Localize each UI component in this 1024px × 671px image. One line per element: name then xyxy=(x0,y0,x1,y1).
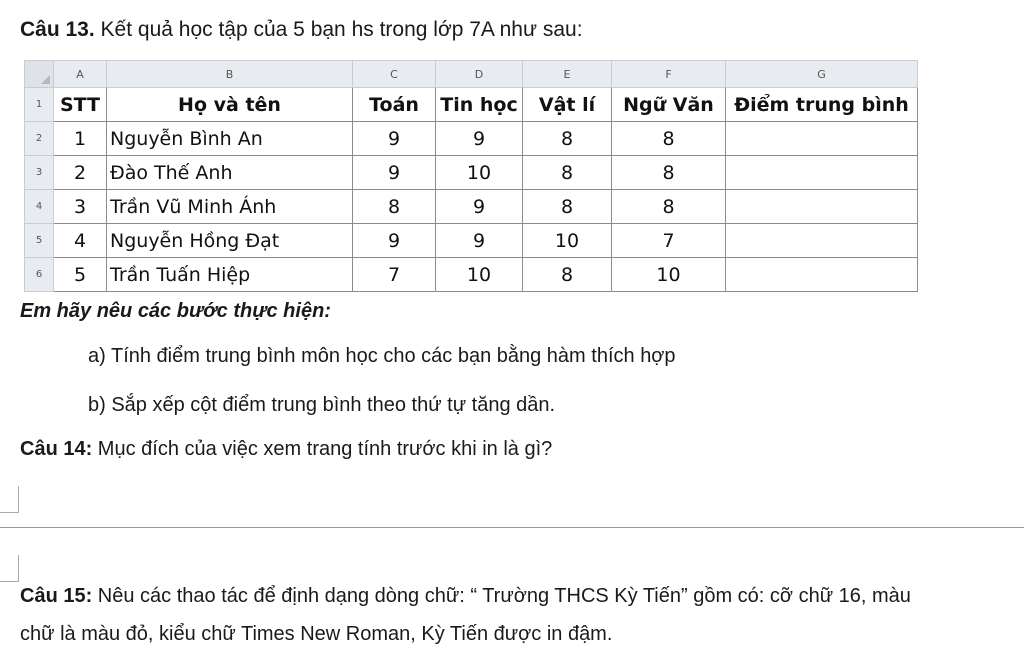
cell-stt[interactable]: 3 xyxy=(54,190,107,224)
cell-literature[interactable]: 7 xyxy=(612,224,726,258)
page-corner-mark xyxy=(0,486,19,513)
row-number[interactable]: 6 xyxy=(25,258,54,292)
cell-average[interactable] xyxy=(726,258,918,292)
table-header-row xyxy=(25,88,918,122)
cell-name[interactable]: Nguyễn Bình An xyxy=(107,122,353,156)
cell-physics[interactable]: 10 xyxy=(523,224,612,258)
header-math[interactable]: Toán xyxy=(353,88,436,122)
header-physics[interactable]: Vật lí xyxy=(523,88,612,122)
question-15 xyxy=(20,585,911,608)
question-15-text: Nêu các thao tác để định dạng dòng chữ: “ Trường THCS Kỳ Tiến” gồm có: cỡ chữ 16, màu xyxy=(92,585,911,607)
question-15-continued: chữ là màu đỏ, kiểu chữ Times New Roman, Kỳ Tiến được in đậm. xyxy=(20,623,613,645)
spreadsheet-table xyxy=(24,60,918,292)
cell-stt[interactable]: 4 xyxy=(54,224,107,258)
column-header-f[interactable]: F xyxy=(612,61,726,88)
page-corner-mark xyxy=(0,555,19,582)
column-header-a[interactable]: A xyxy=(54,61,107,88)
cell-literature[interactable]: 10 xyxy=(612,258,726,292)
cell-name[interactable]: Trần Tuấn Hiệp xyxy=(107,258,353,292)
column-header-b[interactable]: B xyxy=(107,61,353,88)
step-b: b) Sắp xếp cột điểm trung bình theo thứ tự tăng dần. xyxy=(88,394,556,416)
row-number[interactable]: 3 xyxy=(25,156,54,190)
cell-informatics[interactable]: 9 xyxy=(436,190,523,224)
column-header-e[interactable]: E xyxy=(523,61,612,88)
table-row xyxy=(25,224,918,258)
header-stt[interactable]: STT xyxy=(54,88,107,122)
table-row xyxy=(25,156,918,190)
row-number[interactable]: 5 xyxy=(25,224,54,258)
question-14 xyxy=(20,438,552,461)
table-row xyxy=(25,258,918,292)
cell-physics[interactable]: 8 xyxy=(523,156,612,190)
cell-literature[interactable]: 8 xyxy=(612,122,726,156)
cell-average[interactable] xyxy=(726,156,918,190)
cell-math[interactable]: 7 xyxy=(353,258,436,292)
table-row xyxy=(25,190,918,224)
row-number[interactable]: 2 xyxy=(25,122,54,156)
header-name[interactable]: Họ và tên xyxy=(107,88,353,122)
cell-stt[interactable]: 2 xyxy=(54,156,107,190)
cell-physics[interactable]: 8 xyxy=(523,258,612,292)
select-all-icon xyxy=(41,75,50,84)
column-header-row xyxy=(25,61,918,88)
header-informatics[interactable]: Tin học xyxy=(436,88,523,122)
question-13-label: Câu 13. xyxy=(20,18,95,41)
column-header-d[interactable]: D xyxy=(436,61,523,88)
question-15-label: Câu 15: xyxy=(20,585,93,607)
page-separator xyxy=(0,527,1024,528)
question-13 xyxy=(20,18,583,42)
cell-stt[interactable]: 5 xyxy=(54,258,107,292)
cell-informatics[interactable]: 10 xyxy=(436,156,523,190)
table-row xyxy=(25,122,918,156)
cell-informatics[interactable]: 9 xyxy=(436,122,523,156)
question-14-text: Mục đích của việc xem trang tính trước khi in là gì? xyxy=(92,438,553,460)
cell-informatics[interactable]: 10 xyxy=(436,258,523,292)
cell-literature[interactable]: 8 xyxy=(612,156,726,190)
column-header-c[interactable]: C xyxy=(353,61,436,88)
cell-name[interactable]: Nguyễn Hồng Đạt xyxy=(107,224,353,258)
step-a: a) Tính điểm trung bình môn học cho các bạn bằng hàm thích hợp xyxy=(88,345,676,367)
question-13-text: Kết quả học tập của 5 bạn hs trong lớp 7A như sau: xyxy=(94,18,583,41)
cell-name[interactable]: Trần Vũ Minh Ánh xyxy=(107,190,353,224)
cell-name[interactable]: Đào Thế Anh xyxy=(107,156,353,190)
row-number[interactable]: 4 xyxy=(25,190,54,224)
cell-informatics[interactable]: 9 xyxy=(436,224,523,258)
header-average[interactable]: Điểm trung bình xyxy=(726,88,918,122)
select-all-corner[interactable] xyxy=(25,61,54,88)
cell-math[interactable]: 9 xyxy=(353,224,436,258)
steps-title: Em hãy nêu các bước thực hiện: xyxy=(20,300,331,322)
column-header-g[interactable]: G xyxy=(726,61,918,88)
cell-math[interactable]: 9 xyxy=(353,122,436,156)
cell-literature[interactable]: 8 xyxy=(612,190,726,224)
cell-math[interactable]: 9 xyxy=(353,156,436,190)
header-literature[interactable]: Ngữ Văn xyxy=(612,88,726,122)
cell-physics[interactable]: 8 xyxy=(523,190,612,224)
question-14-label: Câu 14: xyxy=(20,438,93,460)
cell-stt[interactable]: 1 xyxy=(54,122,107,156)
cell-math[interactable]: 8 xyxy=(353,190,436,224)
cell-average[interactable] xyxy=(726,122,918,156)
cell-average[interactable] xyxy=(726,190,918,224)
cell-physics[interactable]: 8 xyxy=(523,122,612,156)
cell-average[interactable] xyxy=(726,224,918,258)
row-number[interactable]: 1 xyxy=(25,88,54,122)
